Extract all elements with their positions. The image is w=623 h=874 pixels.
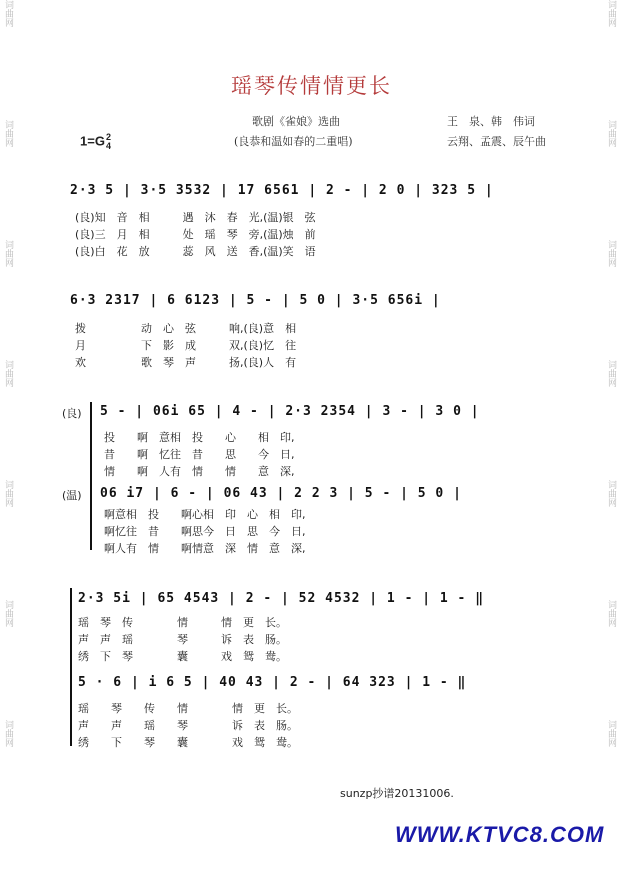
jianpu-notes: 5 - | 06i 65 | 4 - | 2·3 2354 | 3 - | 3 0 | bbox=[100, 404, 480, 419]
jianpu-notes: 2·3 5 | 3·5 3532 | 17 6561 | 2 - | 2 0 | 323 5 | bbox=[70, 183, 494, 198]
lyric-line: 绣 下 琴 囊 戏 鸳 鸯。 bbox=[78, 650, 287, 663]
lyric-line: (良)白 花 放 蕊 风 送 香,(温)笑 语 bbox=[75, 245, 316, 258]
key-signature bbox=[80, 133, 111, 151]
right-watermark bbox=[605, 0, 621, 780]
lyric-line: (良)知 音 相 遇 沐 春 光,(温)银 弦 bbox=[75, 211, 316, 224]
watermark-text: 词曲网 bbox=[3, 120, 13, 147]
lyric-line: 啊意相 投 啊心相 印 心 相 印, bbox=[104, 508, 306, 521]
time-denominator: 4 bbox=[105, 141, 111, 151]
site-logo[interactable]: WWW.KTVC8.COM bbox=[395, 822, 605, 847]
watermark-text: 词曲网 bbox=[606, 240, 616, 267]
time-numerator: 2 bbox=[105, 132, 111, 142]
lyric-line: (良)三 月 相 处 瑶 琴 旁,(温)烛 前 bbox=[75, 228, 316, 241]
watermark-text: 词曲网 bbox=[3, 600, 13, 627]
song-title: 瑶琴传情情更长 bbox=[231, 74, 392, 98]
watermark-text: 词曲网 bbox=[3, 720, 13, 747]
watermark-text: 词曲网 bbox=[606, 480, 616, 507]
jianpu-notes: 6·3 2317 | 6 6123 | 5 - | 5 0 | 3·5 656i | bbox=[70, 293, 441, 308]
lyric-line: 啊人有 情 啊情意 深 情 意 深, bbox=[104, 542, 306, 555]
watermark-text: 词曲网 bbox=[3, 360, 13, 387]
duet-note: (良恭和温如春的二重唱) bbox=[234, 135, 353, 148]
source-text: 歌剧《雀娘》选曲 bbox=[252, 115, 340, 128]
final-brace bbox=[70, 588, 72, 746]
lyric-line: 啊忆往 昔 啊思今 日 思 今 日, bbox=[104, 525, 306, 538]
watermark-text: 词曲网 bbox=[606, 0, 616, 27]
transcriber-credit: sunzp抄谱20131006. bbox=[340, 787, 454, 800]
jianpu-notes: 06 i7 | 6 - | 06 43 | 2 2 3 | 5 - | 5 0 | bbox=[100, 486, 462, 501]
key-label: 1=G bbox=[80, 133, 105, 149]
lyric-line: 瑶 琴 传 情 情 更 长。 bbox=[78, 616, 287, 629]
lyric-line: 拨 动 心 弦 响,(良)意 相 bbox=[75, 322, 297, 335]
lyric-line: 投 啊 意相 投 心 相 印, bbox=[104, 431, 295, 444]
watermark-text: 词曲网 bbox=[606, 720, 616, 747]
voice-label: (良) bbox=[62, 407, 82, 420]
duet-brace bbox=[90, 402, 92, 550]
composer-credit: 云翔、孟震、辰午曲 bbox=[447, 135, 546, 148]
lyricist-credit: 王 泉、韩 伟词 bbox=[447, 115, 535, 128]
lyric-line: 月 下 影 成 双,(良)忆 往 bbox=[75, 339, 297, 352]
lyric-line: 声 声 瑶 琴 诉 表 肠。 bbox=[78, 633, 287, 646]
jianpu-notes: 2·3 5i | 65 4543 | 2 - | 52 4532 | 1 - | 1 - ‖ bbox=[78, 591, 485, 606]
lyric-line: 声 声 瑶 琴 诉 表 肠。 bbox=[78, 719, 298, 732]
lyric-line: 绣 下 琴 囊 戏 鸳 鸯。 bbox=[78, 736, 298, 749]
left-watermark bbox=[2, 0, 18, 780]
lyric-line: 昔 啊 忆往 昔 思 今 日, bbox=[104, 448, 295, 461]
watermark-text: 词曲网 bbox=[606, 360, 616, 387]
voice-label: (温) bbox=[62, 489, 82, 502]
watermark-text: 词曲网 bbox=[3, 0, 13, 27]
jianpu-notes: 5 · 6 | i 6 5 | 40 43 | 2 - | 64 323 | 1 - ‖ bbox=[78, 675, 467, 690]
watermark-text: 词曲网 bbox=[3, 240, 13, 267]
lyric-line: 情 啊 人有 情 情 意 深, bbox=[104, 465, 295, 478]
watermark-text: 词曲网 bbox=[606, 120, 616, 147]
watermark-text: 词曲网 bbox=[606, 600, 616, 627]
time-signature bbox=[106, 133, 111, 151]
watermark-text: 词曲网 bbox=[3, 480, 13, 507]
lyric-line: 瑶 琴 传 情 情 更 长。 bbox=[78, 702, 298, 715]
lyric-line: 欢 歌 琴 声 扬,(良)人 有 bbox=[75, 356, 297, 369]
